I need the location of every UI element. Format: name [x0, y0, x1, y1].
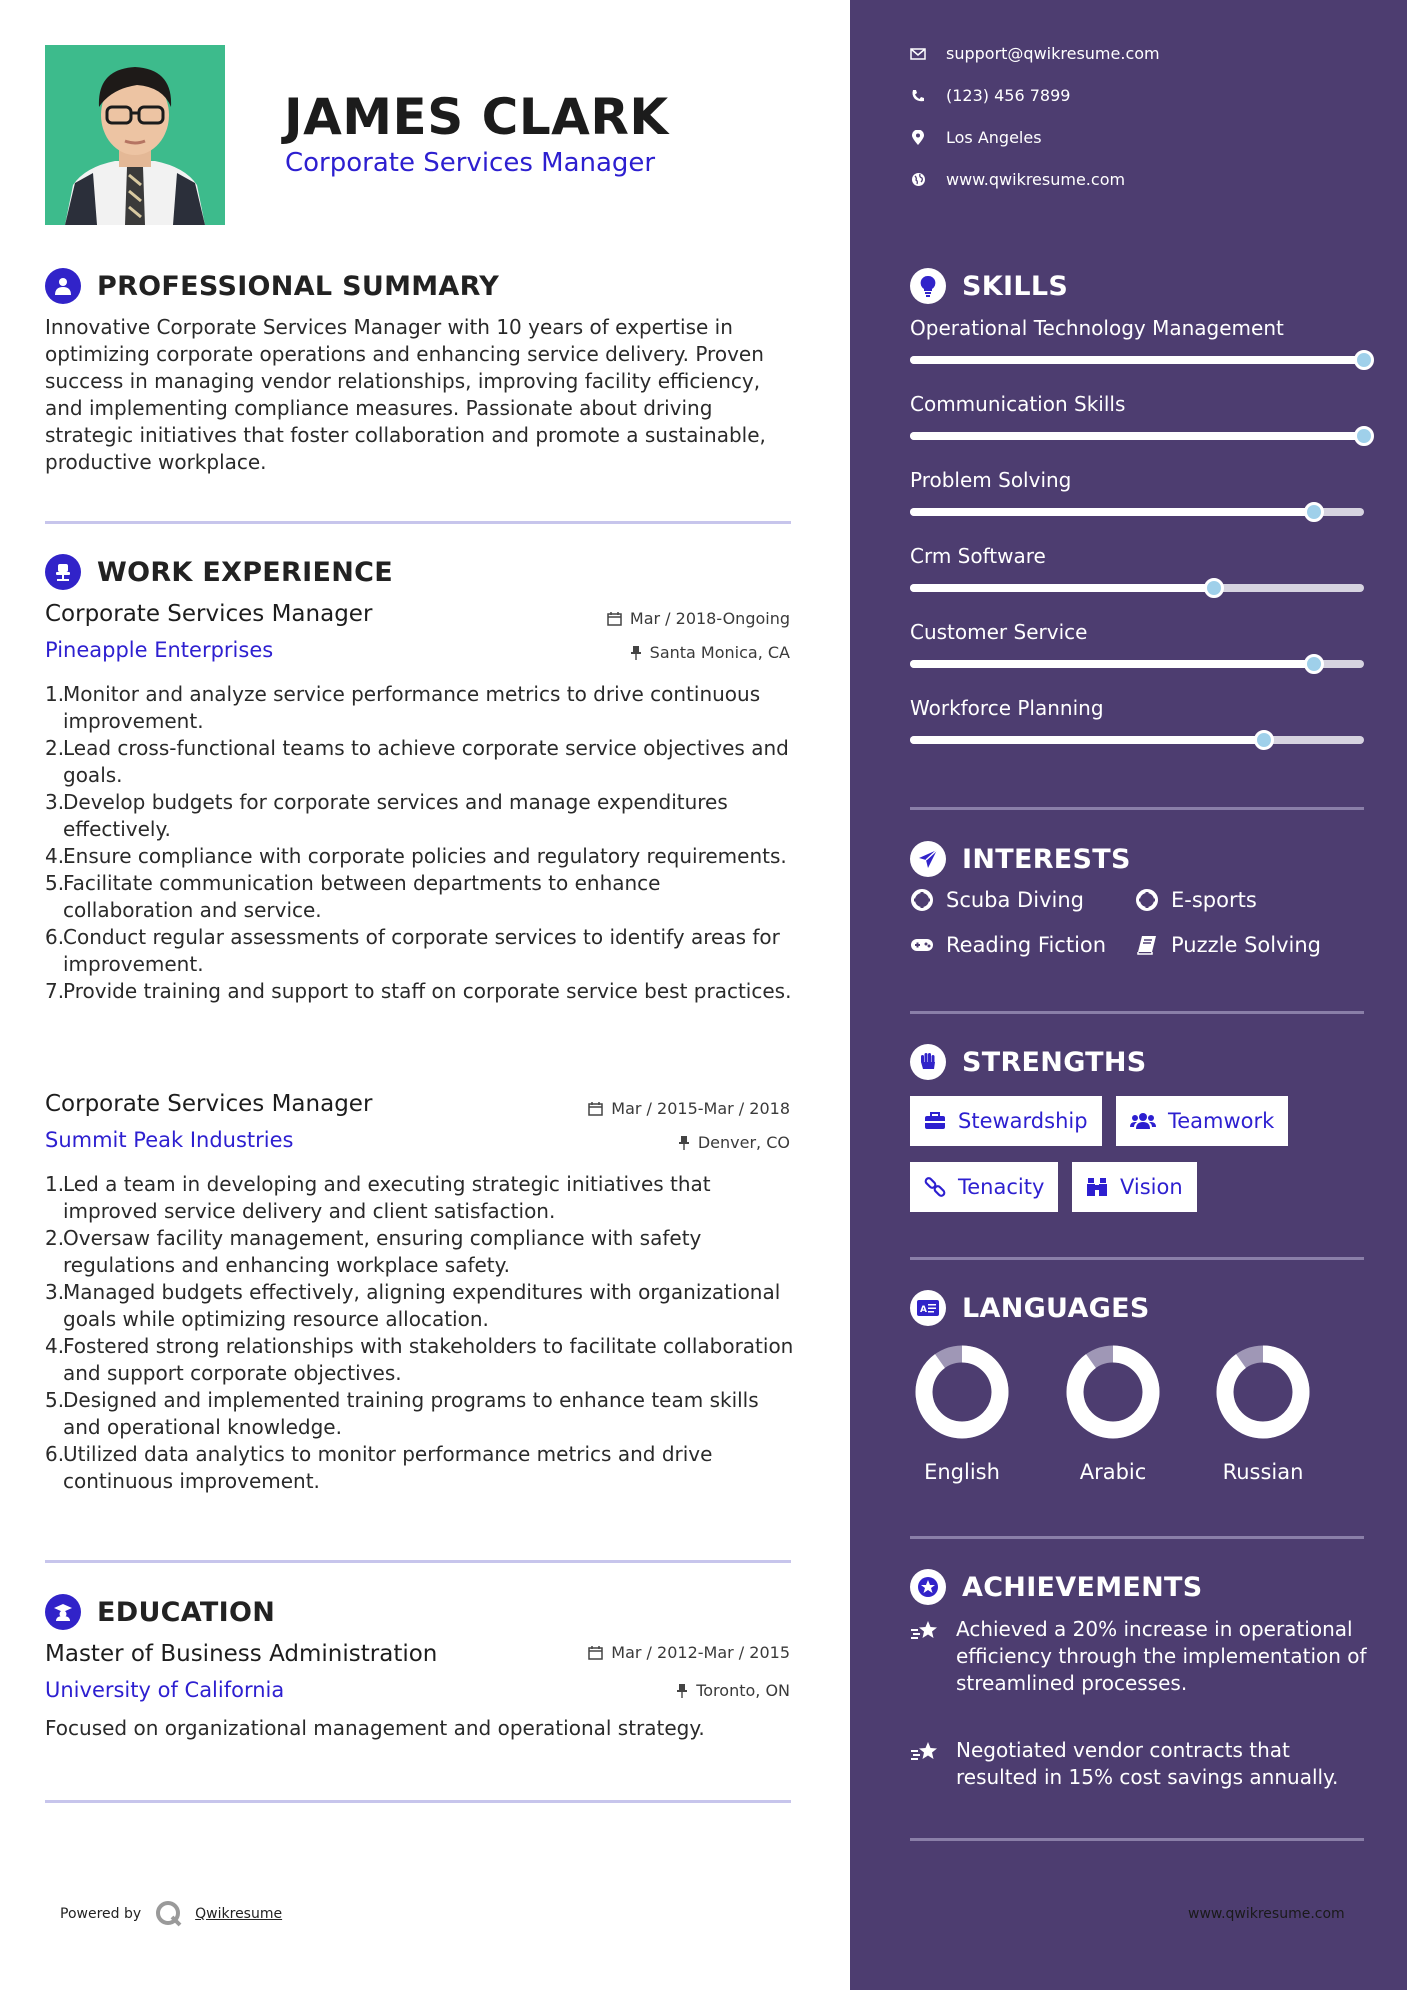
strength-badge	[910, 1096, 1102, 1146]
skill-bar	[910, 508, 1364, 516]
job-location-text: Denver, CO	[697, 1133, 790, 1152]
strengths-title: STRENGTHS	[962, 1046, 1147, 1078]
contact-location	[910, 128, 1042, 147]
interest-label: Scuba Diving	[946, 888, 1084, 912]
lifebuoy-icon	[910, 889, 934, 911]
job-date-text: Mar / 2018-Ongoing	[629, 609, 790, 628]
candidate-title: Corporate Services Manager	[285, 148, 656, 178]
users-icon	[1130, 1112, 1156, 1130]
svg-text:A: A	[920, 1305, 927, 1315]
lightbulb-icon	[910, 268, 946, 304]
pin-icon	[676, 1683, 688, 1698]
language-ring	[1215, 1344, 1311, 1440]
list-item: 1. Monitor and analyze service performance metrics to drive continuous improvement.	[45, 682, 761, 733]
job-title: Corporate Services Manager	[45, 601, 373, 627]
summary-title: PROFESSIONAL SUMMARY	[97, 270, 500, 302]
candidate-name: JAMES CLARK	[284, 88, 669, 146]
map-pin-icon	[910, 130, 926, 145]
interest-item	[910, 933, 1106, 957]
job-duties-list	[45, 681, 795, 1005]
contact-location-text: Los Angeles	[946, 128, 1042, 147]
experience-title: WORK EXPERIENCE	[97, 556, 393, 588]
graduate-icon	[45, 1594, 81, 1630]
summary-text: Innovative Corporate Services Manager with 10 years of expertise in optimizing corporate operations and enhancing service delivery. Proven success in managing vendor relationships, improving facility efficiency, and implementing compliance measures. Passionate about driving strategic initiatives that foster collaboration and promote a sustainable, productive workplace.	[45, 315, 766, 474]
list-item: 7. Provide training and support to staff on corporate service best practices.	[45, 979, 792, 1003]
star-badge-icon	[910, 1569, 946, 1605]
skill-bar	[910, 584, 1364, 592]
job-date	[588, 1099, 790, 1118]
job-title: Corporate Services Manager	[45, 1091, 373, 1117]
achievements-title: ACHIEVEMENTS	[962, 1571, 1203, 1603]
interest-label: E-sports	[1171, 888, 1257, 912]
skill-label: Operational Technology Management	[910, 316, 1284, 340]
divider	[910, 1536, 1364, 1539]
list-item: 4. Ensure compliance with corporate policies and regulatory requirements.	[45, 844, 787, 868]
job-date	[607, 609, 790, 628]
job-location	[678, 1133, 790, 1152]
contact-phone-text: (123) 456 7899	[946, 86, 1071, 105]
list-item: 3. Develop budgets for corporate services and manage expenditures effectively.	[45, 790, 728, 841]
pin-icon	[678, 1135, 690, 1150]
skill-label: Communication Skills	[910, 392, 1126, 416]
experience-heading	[45, 554, 393, 590]
powered-by-label: Powered by	[60, 1906, 142, 1922]
avatar	[45, 45, 225, 225]
education-location-text: Toronto, ON	[696, 1681, 790, 1700]
education-date	[588, 1643, 790, 1662]
strength-badge	[910, 1162, 1058, 1212]
list-item: 5. Designed and implemented training programs to enhance team skills and operational knowledge.	[45, 1388, 759, 1439]
skill-label: Workforce Planning	[910, 696, 1104, 720]
chair-icon	[45, 554, 81, 590]
skill-level-knob	[1354, 350, 1374, 370]
achievements-heading	[910, 1569, 1203, 1605]
language-card-icon	[910, 1290, 946, 1326]
education-date-text: Mar / 2012-Mar / 2015	[611, 1643, 790, 1662]
interest-label: Puzzle Solving	[1171, 933, 1321, 957]
contact-phone[interactable]	[910, 86, 1070, 105]
skill-level-knob	[1204, 578, 1224, 598]
qwikresume-logo-icon	[155, 1900, 183, 1928]
company-name: Pineapple Enterprises	[45, 638, 274, 662]
achievement-item	[910, 1737, 1370, 1791]
list-item: 3. Managed budgets effectively, aligning expenditures with organizational goals while optimizing resource allocation.	[45, 1280, 781, 1331]
language-name: Russian	[1222, 1460, 1304, 1484]
skills-title: SKILLS	[962, 270, 1069, 302]
powered-by	[60, 1900, 282, 1928]
interests-title: INTERESTS	[962, 843, 1131, 875]
list-item: 4. Fostered strong relationships with stakeholders to facilitate collaboration and support corporate objectives.	[45, 1334, 794, 1385]
contact-email-text: support@qwikresume.com	[946, 44, 1160, 63]
job-location-text: Santa Monica, CA	[649, 643, 790, 662]
strength-label: Stewardship	[958, 1109, 1088, 1133]
skill-bar-fill	[910, 432, 1364, 440]
skill-level-knob	[1354, 426, 1374, 446]
interest-item	[1135, 933, 1321, 957]
skill-level-knob	[1304, 654, 1324, 674]
education-title: EDUCATION	[97, 1596, 276, 1628]
contact-website-text: www.qwikresume.com	[946, 170, 1126, 189]
education-description: Focused on organizational management and operational strategy.	[45, 1716, 705, 1740]
languages-title: LANGUAGES	[962, 1292, 1150, 1324]
paper-plane-icon	[910, 841, 946, 877]
achievement-text: Negotiated vendor contracts that resulted in 15% cost savings annually.	[956, 1738, 1339, 1789]
contact-website[interactable]	[910, 170, 1125, 189]
skill-label: Problem Solving	[910, 468, 1072, 492]
skill-bar-fill	[910, 584, 1214, 592]
pin-icon	[630, 645, 642, 660]
strengths-heading	[910, 1044, 1147, 1080]
language-ring	[914, 1344, 1010, 1440]
skill-bar	[910, 660, 1364, 668]
book-icon	[1135, 935, 1159, 955]
divider	[45, 1560, 791, 1563]
job-duties-list	[45, 1171, 795, 1495]
interest-item	[910, 888, 1084, 912]
divider	[910, 807, 1364, 810]
list-item: 1. Led a team in developing and executing strategic initiatives that improved service delivery and client satisfaction.	[45, 1172, 711, 1223]
job-location	[630, 643, 790, 662]
language-ring	[1065, 1344, 1161, 1440]
language-item	[1053, 1344, 1173, 1484]
divider	[910, 1257, 1364, 1260]
skill-label: Customer Service	[910, 620, 1088, 644]
skill-bar-fill	[910, 508, 1314, 516]
interest-label: Reading Fiction	[946, 933, 1107, 957]
languages-heading	[910, 1290, 1150, 1326]
phone-icon	[910, 89, 926, 103]
summary-heading	[45, 268, 499, 304]
degree-title: Master of Business Administration	[45, 1641, 438, 1667]
list-item: 6. Conduct regular assessments of corporate services to identify areas for improvement.	[45, 925, 780, 976]
skill-bar-fill	[910, 356, 1364, 364]
divider	[45, 1800, 791, 1803]
skills-heading	[910, 268, 1068, 304]
contact-email[interactable]	[910, 44, 1160, 63]
fist-icon	[910, 1044, 946, 1080]
footer-website[interactable]: www.qwikresume.com	[1188, 1906, 1345, 1922]
calendar-icon	[588, 1101, 603, 1116]
strength-badge	[1116, 1096, 1288, 1146]
achievement-text: Achieved a 20% increase in operational efficiency through the implementation of streamlined processes.	[956, 1617, 1367, 1695]
language-item	[902, 1344, 1022, 1484]
skill-label: Crm Software	[910, 544, 1046, 568]
education-location	[676, 1681, 790, 1700]
strength-badge	[1072, 1162, 1197, 1212]
education-heading	[45, 1594, 275, 1630]
job-date-text: Mar / 2015-Mar / 2018	[611, 1099, 790, 1118]
envelope-icon	[910, 48, 926, 60]
divider	[910, 1011, 1364, 1014]
calendar-icon	[588, 1645, 603, 1660]
list-item: 6. Utilized data analytics to monitor performance metrics and drive continuous improvement.	[45, 1442, 713, 1493]
shooting-star-icon	[910, 1616, 940, 1697]
skill-bar	[910, 736, 1364, 744]
skill-level-knob	[1304, 502, 1324, 522]
language-name: English	[924, 1460, 1000, 1484]
link-icon	[924, 1176, 946, 1198]
skill-bar	[910, 356, 1364, 364]
language-item	[1203, 1344, 1323, 1484]
list-item: 2. Lead cross-functional teams to achieve corporate service objectives and goals.	[45, 736, 789, 787]
profile-photo	[45, 45, 225, 225]
list-item: 2. Oversaw facility management, ensuring compliance with safety regulations and enhancing workplace safety.	[45, 1226, 702, 1277]
language-name: Arabic	[1079, 1460, 1147, 1484]
divider	[910, 1838, 1364, 1841]
gamepad-icon	[910, 937, 934, 953]
achievement-item	[910, 1616, 1370, 1697]
strength-label: Vision	[1120, 1175, 1183, 1199]
skill-level-knob	[1254, 730, 1274, 750]
company-name: Summit Peak Industries	[45, 1128, 294, 1152]
shooting-star-icon	[910, 1737, 940, 1791]
binoculars-icon	[1086, 1177, 1108, 1197]
strength-label: Tenacity	[958, 1175, 1045, 1199]
user-icon	[45, 268, 81, 304]
interest-item	[1135, 888, 1257, 912]
briefcase-icon	[924, 1112, 946, 1130]
skill-bar	[910, 432, 1364, 440]
school-name: University of California	[45, 1678, 285, 1702]
skill-bar-fill	[910, 660, 1314, 668]
skill-bar-fill	[910, 736, 1264, 744]
interests-heading	[910, 841, 1131, 877]
strength-label: Teamwork	[1168, 1109, 1275, 1133]
calendar-icon	[607, 611, 622, 626]
globe-icon	[910, 172, 926, 187]
list-item: 5. Facilitate communication between departments to enhance collaboration and service.	[45, 871, 661, 922]
divider	[45, 521, 791, 524]
lifebuoy-icon	[1135, 889, 1159, 911]
qwikresume-link[interactable]: Qwikresume	[195, 1906, 283, 1922]
sidebar	[850, 0, 1407, 1990]
